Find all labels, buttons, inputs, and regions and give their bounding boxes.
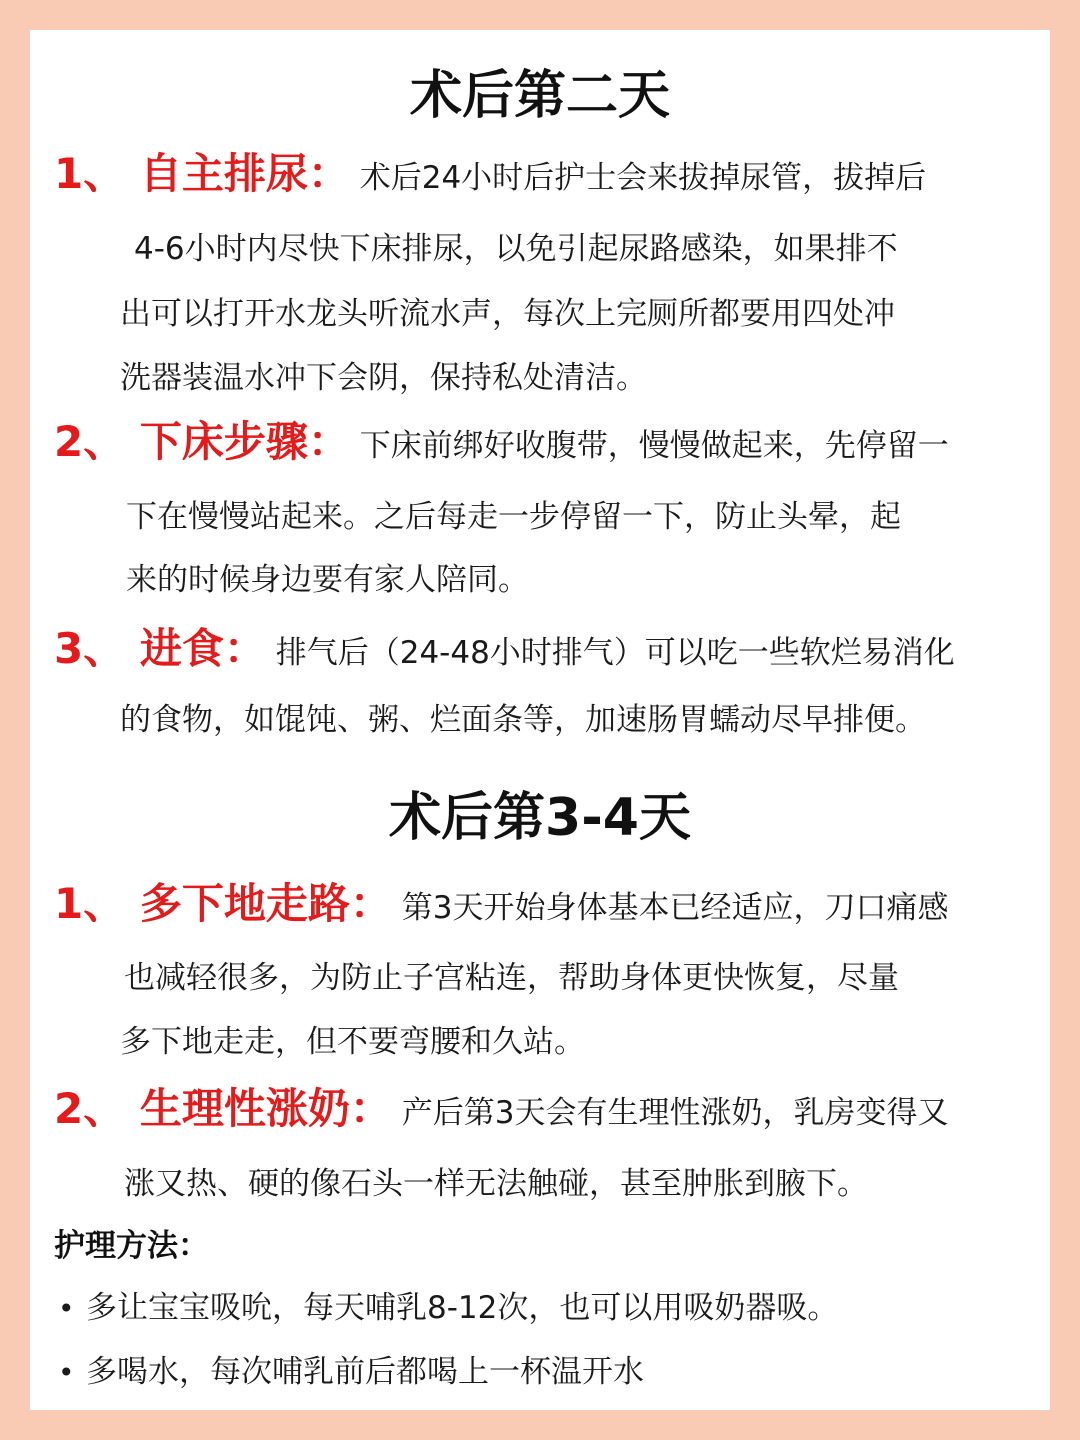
- section-title-day3-4: 术后第3-4天: [389, 788, 691, 848]
- item-text: 出可以打开水龙头听流水声，每次上完厕所都要用四处冲: [120, 296, 895, 332]
- item-text: 来的时候身边要有家人陪同。: [126, 562, 529, 598]
- bullet-text: 多让宝宝吸吮，每天哺乳8-12次，也可以用吸奶器吸。: [86, 1290, 839, 1326]
- bullet-item: [58, 1350, 644, 1395]
- item-heading: 2、 下床步骤：: [54, 417, 350, 466]
- item-text: 多下地走走，但不要弯腰和久站。: [120, 1024, 585, 1060]
- item-heading: 1、 自主排尿：: [54, 149, 350, 198]
- item-text: 也减轻很多，为防止子宫粘连，帮助身体更快恢复，尽量: [124, 960, 899, 996]
- bullet-text: 多喝水，每次哺乳前后都喝上一杯温开水: [86, 1354, 644, 1390]
- item-text: 术后24小时后护士会来拔掉尿管，拔掉后: [359, 160, 927, 196]
- item-text: 下床前绑好收腹带，慢慢做起来，先停留一: [359, 428, 949, 464]
- section-title-day2: 术后第二天: [409, 66, 670, 126]
- item-text: 下在慢慢站起来。之后每走一步停留一下，防止头晕，起: [126, 499, 901, 535]
- item-heading: 3、 进食：: [54, 624, 266, 673]
- item-day2-2-first-line: [54, 417, 949, 468]
- item-day2-1-first-line: [54, 149, 927, 200]
- item-text: 产后第3天会有生理性涨奶，乳房变得又: [401, 1095, 949, 1131]
- item-heading: 1、 多下地走路：: [54, 879, 392, 928]
- item-heading: 2、 生理性涨奶：: [54, 1084, 392, 1133]
- item-text: 涨又热、硬的像石头一样无法触碰，甚至肿胀到腋下。: [124, 1166, 868, 1202]
- item-text: 洗器装温水冲下会阴，保持私处清洁。: [120, 360, 647, 396]
- item-day34-1-first-line: [54, 879, 949, 930]
- bullet-icon: •: [58, 1292, 75, 1325]
- bullet-icon: •: [58, 1356, 75, 1389]
- item-text: 4-6小时内尽快下床排尿，以免引起尿路感染，如果排不: [134, 231, 898, 267]
- item-text: 第3天开始身体基本已经适应，刀口痛感: [401, 890, 949, 926]
- item-text: 排气后（24-48小时排气）可以吃一些软烂易消化: [275, 635, 955, 671]
- item-day34-2-first-line: [54, 1084, 949, 1135]
- bullet-item: [58, 1286, 838, 1331]
- content-card: [30, 30, 1050, 1410]
- item-day2-3-first-line: [54, 624, 955, 675]
- care-methods-title: 护理方法：: [54, 1228, 209, 1264]
- item-text: 的食物，如馄饨、粥、烂面条等，加速肠胃蠕动尽早排便。: [120, 702, 926, 738]
